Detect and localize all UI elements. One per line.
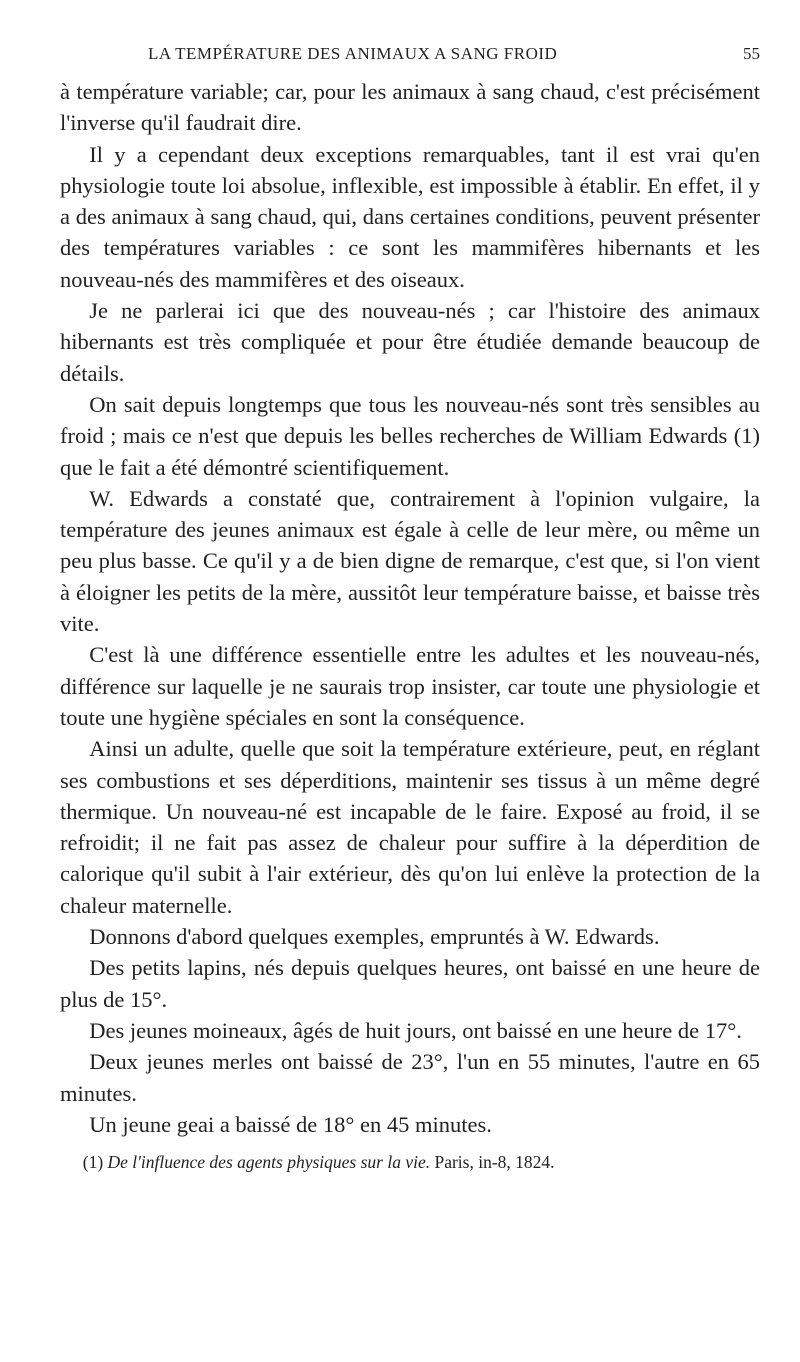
- page-number: 55: [743, 44, 760, 63]
- paragraph: Des petits lapins, nés depuis quelques heures, ont baissé en une heure de plus de 15°.: [60, 955, 760, 1012]
- running-header: [148, 44, 760, 64]
- paragraph: Deux jeunes merles ont baissé de 23°, l'un en 55 minutes, l'autre en 65 minutes.: [60, 1049, 760, 1106]
- running-title: LA TEMPÉRATURE DES ANIMAUX A SANG FROID: [148, 44, 558, 63]
- paragraph: Il y a cependant deux exceptions remarquables, tant il est vrai qu'en physiologie toute loi absolue, inflexible, est impossible à établir. En effet, il y a des animaux à sang chaud, qui, dans certaines conditions, peuvent présenter des températures variables : ce sont les mammifères hibernants et les nouveau-nés des mammifères et des oiseaux.: [60, 141, 760, 292]
- paragraph: Donnons d'abord quelques exemples, empruntés à W. Edwards.: [89, 924, 660, 950]
- paragraph: à température variable; car, pour les animaux à sang chaud, c'est précisément l'inverse qu'il faudrait dire.: [60, 79, 760, 136]
- paragraph: On sait depuis longtemps que tous les nouveau-nés sont très sensibles au froid ; mais ce n'est que depuis les belles recherches de William Edwards (1) que le fait a été démontré scientifiquement.: [60, 391, 760, 480]
- paragraph: C'est là une différence essentielle entre les adultes et les nouveau-nés, différence sur laquelle je ne saurais trop insister, car toute une physiologie et toute une hygiène spéciales en sont la conséquence.: [60, 642, 760, 730]
- footnote-details: Paris, in-8, 1824.: [434, 1152, 555, 1173]
- body-text: [60, 76, 760, 1140]
- book-page: [60, 44, 760, 1174]
- paragraph: Je ne parlerai ici que des nouveau-nés ; car l'histoire des animaux hibernants est très compliquée et pour être étudiée demande beaucoup de détails.: [60, 298, 760, 386]
- paragraph: W. Edwards a constaté que, contrairement à l'opinion vulgaire, la température des jeunes animaux est égale à celle de leur mère, ou même un peu plus basse. Ce qu'il y a de bien digne de remarque, c'est que, si l'on vient à éloigner les petits de la mère, aussitôt leur température baisse, et baisse très vite.: [60, 485, 760, 637]
- footnote: [60, 1150, 760, 1174]
- footnote-marker: (1): [82, 1152, 104, 1173]
- footnote-title: De l'influence des agents physiques sur la vie.: [107, 1152, 431, 1173]
- paragraph: Un jeune geai a baissé de 18° en 45 minutes.: [89, 1111, 492, 1137]
- paragraph: Des jeunes moineaux, âgés de huit jours, ont baissé en une heure de 17°.: [89, 1017, 742, 1043]
- paragraph: Ainsi un adulte, quelle que soit la température extérieure, peut, en réglant ses combustions et ses déperditions, maintenir ses tissus à un même degré thermique. Un nouveau-né est incapable de le faire. Exposé au froid, il se refroidit; il ne fait pas assez de chaleur pour suffire à la déperdition de calorique qu'il subit à l'air extérieur, dès qu'on lui enlève la protection de la chaleur maternelle.: [60, 736, 760, 918]
